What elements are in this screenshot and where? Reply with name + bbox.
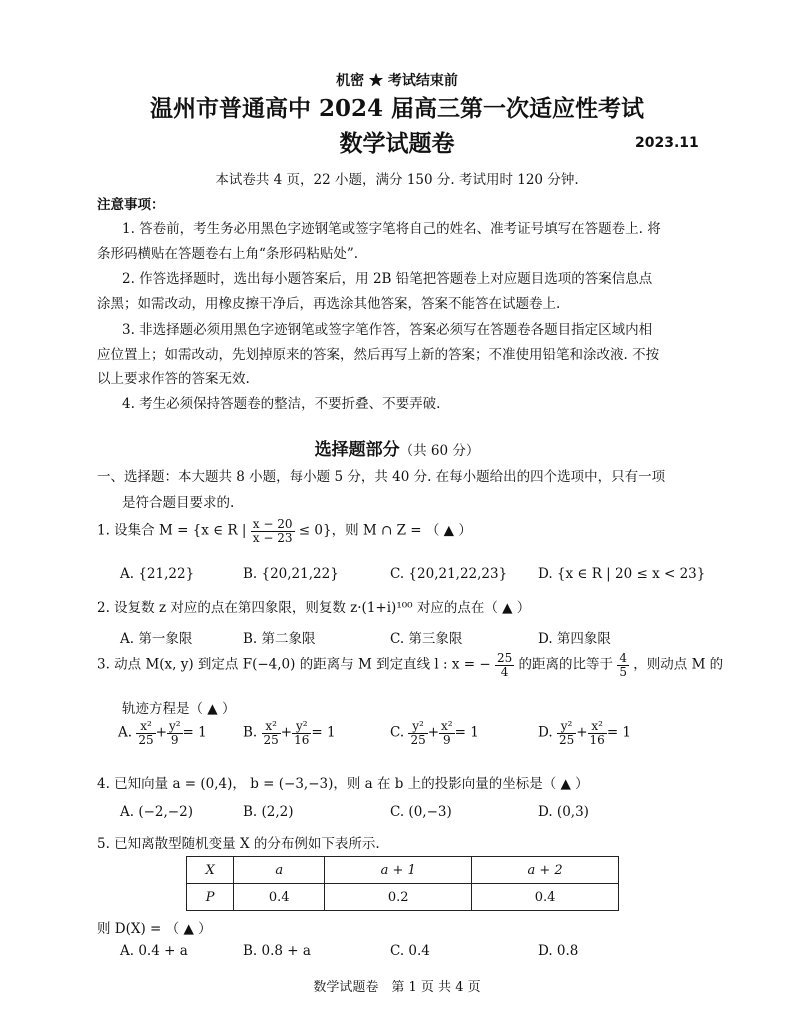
notice-line: 应位置上；如需改动，先划掉原来的答案，然后再写上新的答案；不准使用铅笔和涂改液. 不按: [97, 347, 660, 363]
q3-option-a: A. $\frac{\text{x²}}{25}$ + $\frac{\text{y²}}{9}$ = 1: [118, 719, 207, 747]
notice-line: 条形码横贴在答题卷右上角“条形码粘贴处”.: [97, 246, 359, 262]
confidential-label: 机密 ★ 考试结束前: [336, 73, 458, 89]
exam-info: 本试卷共 4 页，22 小题，满分 150 分. 考试用时 120 分钟.: [215, 172, 579, 188]
question-5-ask: 则 D(X) = （ ▲ ）: [97, 921, 212, 937]
question-4: 4. 已知向量 a = (0,4)， b = (−3,−3)，则 a 在 b 上的投影向量的坐标是（ ▲ ）: [97, 776, 589, 792]
table-cell: 0.4: [234, 884, 325, 911]
exam-title: 温州市普通高中 2024 届高三第一次适应性考试: [149, 95, 645, 122]
notice-line: 3. 非选择题必须用黑色字迹钢笔或签字笔作答，答案必须写在答题卷各题目指定区域内相: [122, 322, 653, 338]
section-title: 选择题部分（共 60 分）: [314, 440, 480, 460]
page-footer: 数学试题卷 第 1 页 共 4 页: [313, 980, 481, 995]
table-cell: a: [234, 857, 325, 884]
q4-option-a: A. (−2,−2): [120, 804, 193, 820]
q5-option-d: D. 0.8: [538, 943, 579, 959]
fraction: $\frac{x - 20}{x - 23}$: [252, 517, 293, 545]
table-row: [187, 857, 619, 884]
q2-option-c: C. 第三象限: [390, 631, 463, 647]
section-instruction: 一、选择题：本大题共 8 小题，每小题 5 分，共 40 分. 在每小题给出的四个选项中，只有一项: [97, 469, 666, 485]
fraction: $\frac{4}{5}$: [619, 651, 627, 679]
exam-subtitle: 数学试题卷: [339, 130, 455, 157]
q5-option-a: A. 0.4 + a: [120, 943, 188, 959]
question-1: 1. 设集合 M = {x ∈ R | $\frac{x - 20}{x - 23}$ ≤ 0}，则 M ∩ Z = （ ▲ ）: [97, 517, 472, 545]
notice-line: 1. 答卷前，考生务必用黑色字迹钢笔或签字笔将自己的姓名、准考证号填写在答题卷上. 将: [122, 221, 661, 237]
section-instruction: 是符合题目要求的.: [122, 495, 235, 511]
q2-option-d: D. 第四象限: [538, 631, 611, 647]
question-3: 3. 动点 M(x, y) 到定点 F(−4,0) 的距离与 M 到定直线 l : x = − $\frac{25}{4}$ 的距离的比等于 $\frac{4}{5}$ ，则动点 M 的: [97, 651, 724, 679]
notice-line: 4. 考生必须保持答题卷的整洁，不要折叠、不要弄破.: [122, 396, 441, 412]
notice-heading: 注意事项：: [97, 197, 165, 213]
table-row: [187, 884, 619, 911]
q1-option-b: B. {20,21,22}: [243, 566, 339, 582]
table-cell: P: [187, 884, 234, 911]
question-5: 5. 已知离散型随机变量 X 的分布例如下表所示.: [97, 836, 380, 852]
notice-line: 2. 作答选择题时，选出每小题答案后，用 2B 铅笔把答题卷上对应题目选项的答案信息点: [122, 271, 653, 287]
q3-option-b: B. $\frac{\text{x²}}{25}$ + $\frac{\text{y²}}{16}$ = 1: [243, 719, 336, 747]
table-cell: a + 1: [325, 857, 472, 884]
notice-line: 涂黑；如需改动，用橡皮擦干净后，再选涂其他答案，答案不能答在试题卷上.: [97, 296, 561, 312]
table-cell: X: [187, 857, 234, 884]
q3-option-d: D. $\frac{\text{y²}}{25}$ + $\frac{\text{x²}}{16}$ = 1: [538, 719, 632, 747]
notice-line: 以上要求作答的答案无效.: [97, 371, 250, 387]
q5-option-b: B. 0.8 + a: [243, 943, 311, 959]
question-3-line2: 轨迹方程是（ ▲ ）: [122, 701, 236, 717]
question-2: 2. 设复数 z 对应的点在第四象限，则复数 z·(1+i)¹⁰⁰ 对应的点在（ ▲ ）: [97, 600, 531, 616]
fraction: $\frac{25}{4}$: [496, 651, 513, 679]
q1-option-c: C. {20,21,22,23}: [390, 566, 508, 582]
q2-option-a: A. 第一象限: [120, 631, 193, 647]
table-cell: 0.2: [325, 884, 472, 911]
distribution-table: [186, 856, 619, 911]
q1-option-a: A. {21,22}: [120, 566, 195, 582]
q1-option-d: D. {x ∈ R | 20 ≤ x < 23}: [538, 566, 706, 582]
q4-option-d: D. (0,3): [538, 804, 589, 820]
q5-option-c: C. 0.4: [390, 943, 430, 959]
q3-option-c: C. $\frac{\text{y²}}{25}$ + $\frac{\text{x²}}{9}$ = 1: [390, 719, 479, 747]
q4-option-c: C. (0,−3): [390, 804, 452, 820]
q2-option-b: B. 第二象限: [243, 631, 316, 647]
table-cell: 0.4: [472, 884, 619, 911]
table-cell: a + 2: [472, 857, 619, 884]
exam-date: 2023.11: [635, 135, 699, 151]
q4-option-b: B. (2,2): [243, 804, 294, 820]
